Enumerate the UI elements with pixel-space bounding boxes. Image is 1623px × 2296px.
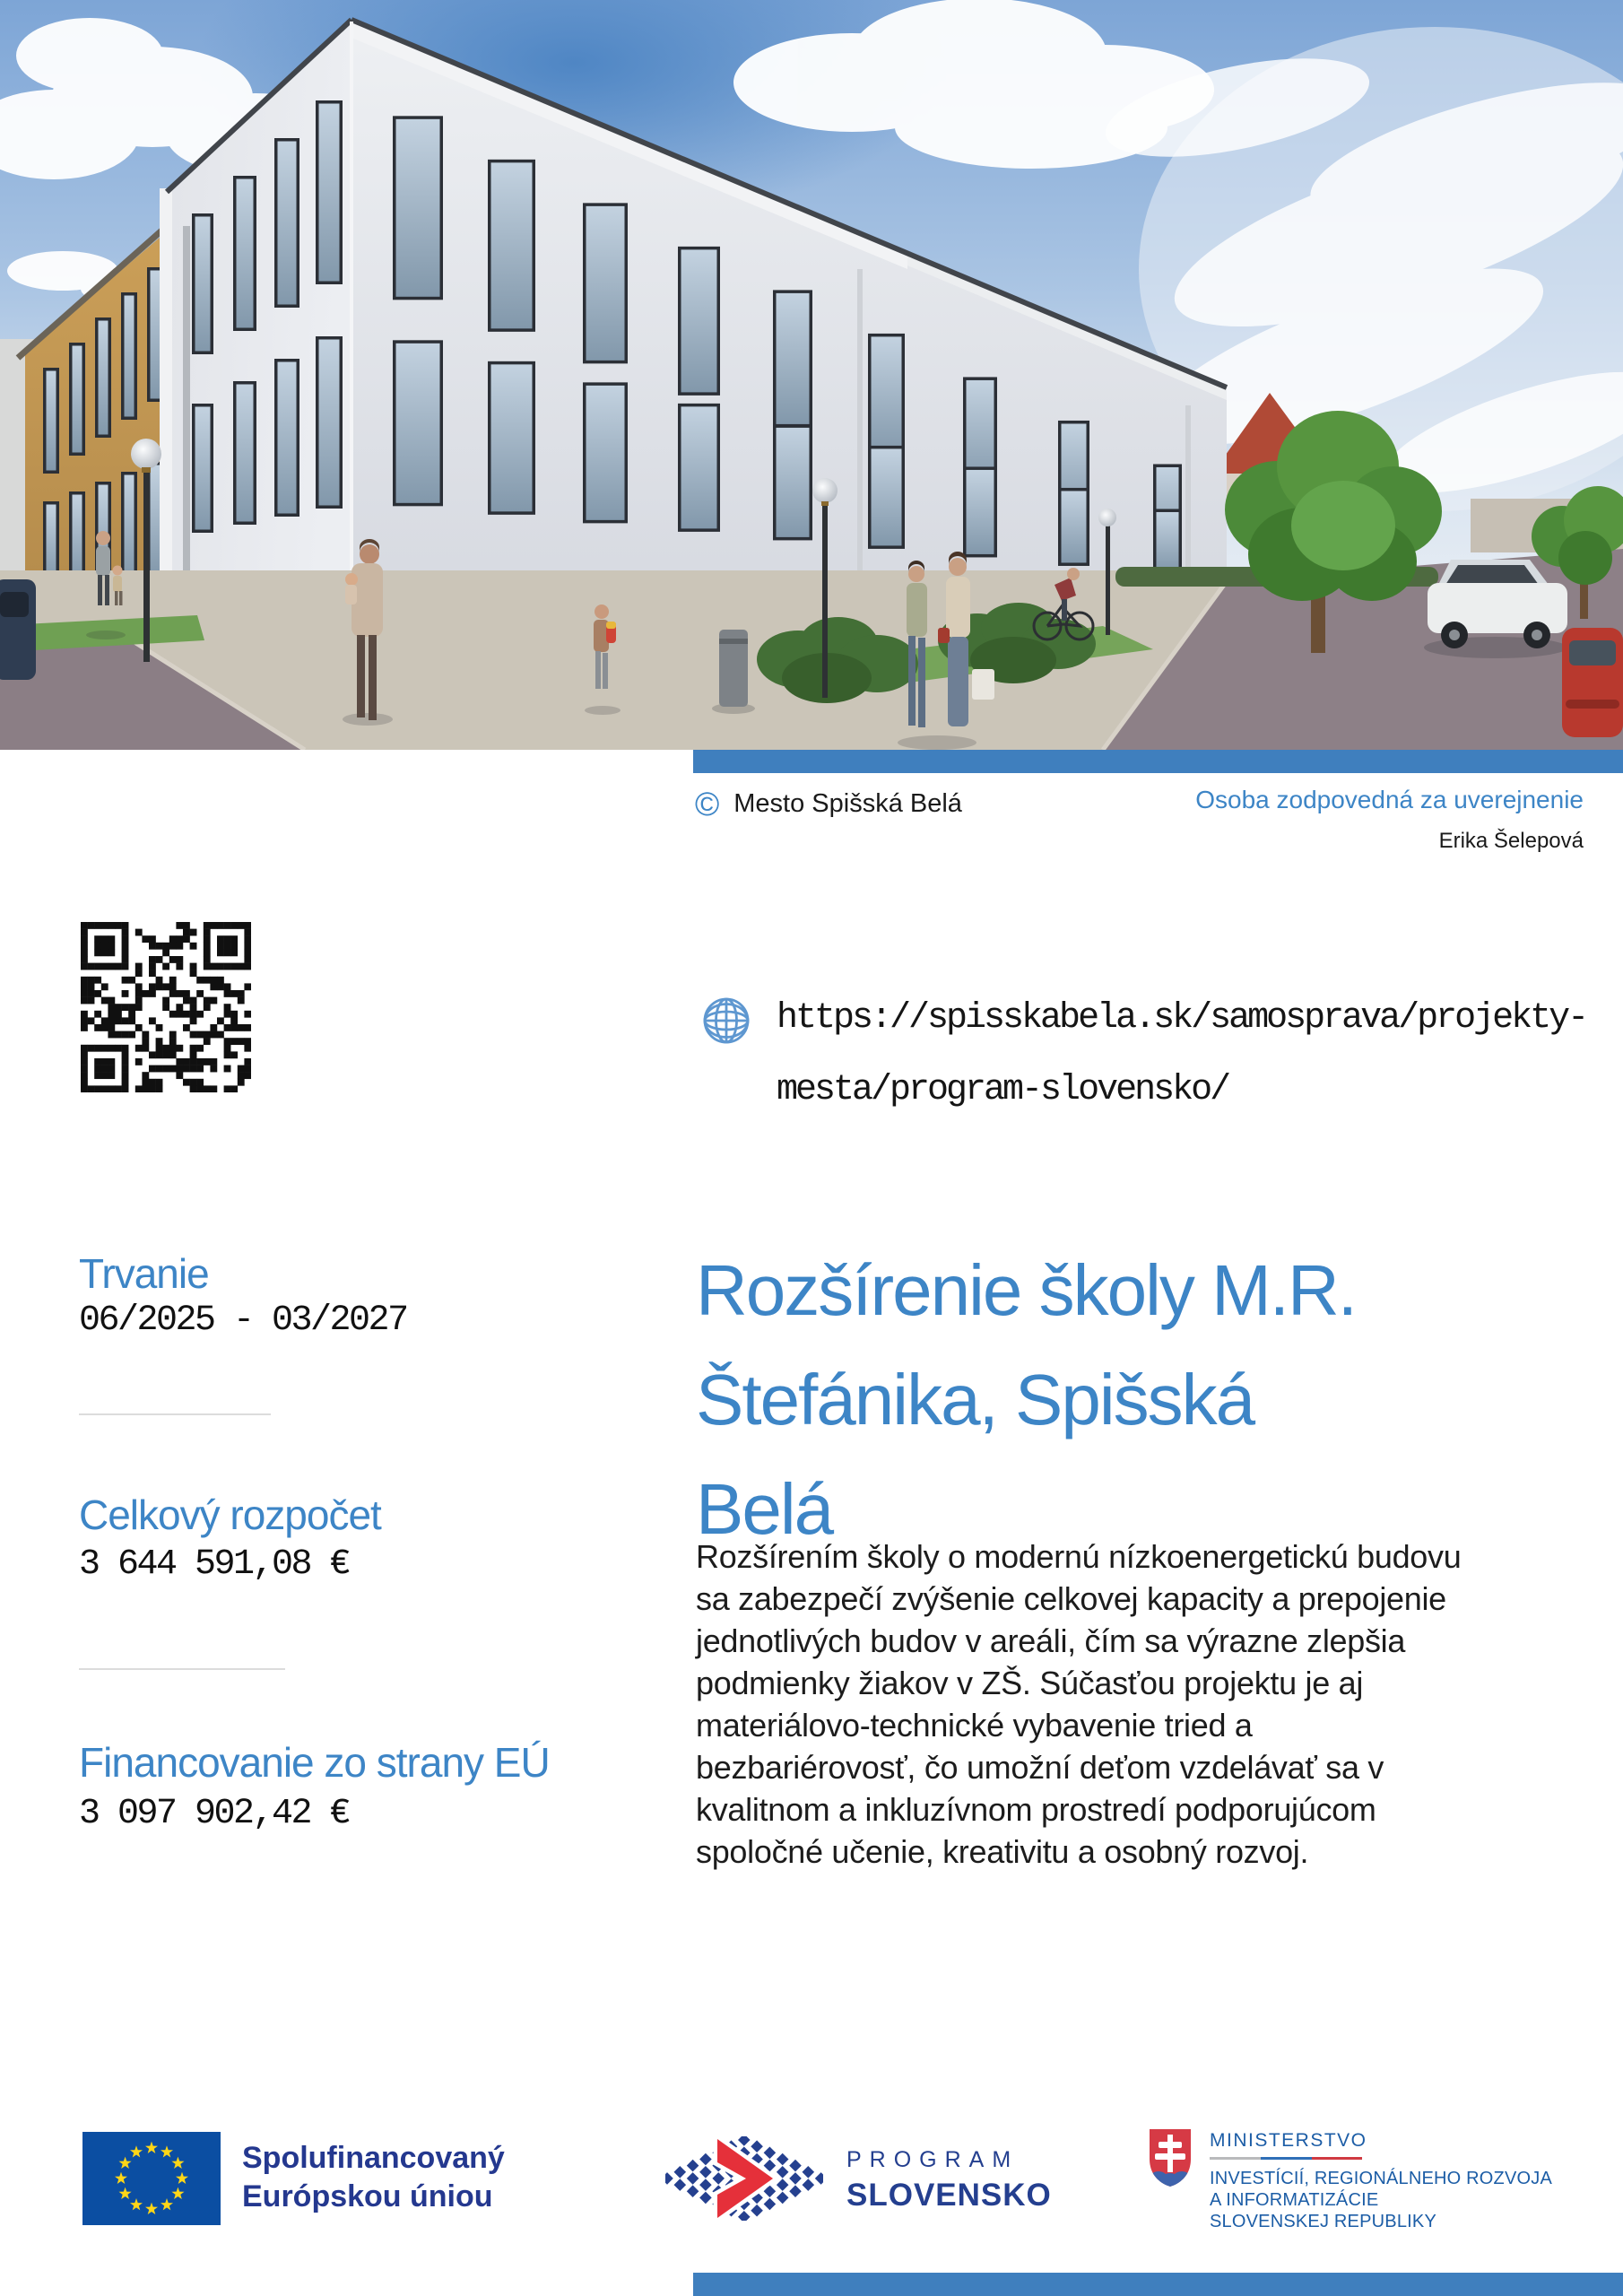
eu-funding-value: 3 097 902,42 € [79,1794,350,1834]
eu-cofunded-logo [82,2132,505,2225]
photo-credit-text: Mesto Spišská Belá [733,789,962,818]
duration-label: Trvanie [79,1250,209,1297]
responsible-person-name: Erika Šelepová [1438,829,1584,853]
eu-cofunded-text: Spolufinancovaný Európskou úniou [242,2141,505,2213]
copyright-icon: © [695,786,720,822]
ministry-text: MINISTERSTVO INVESTÍCIÍ, REGIONÁLNEHO ROZVOJA A INFORMATIZÁCIE SLOVENSKEJ REPUBLIKY [1210,2130,1553,2231]
slovak-coat-of-arms-icon [1146,2126,1194,2189]
responsible-person-label: Osoba zodpovedná za uverejnenie [1195,786,1584,813]
eu-flag-icon [82,2132,221,2225]
eu-funding-label: Financovanie zo strany EÚ [79,1739,550,1786]
project-title: Rozšírenie školy M.R. Štefánika, Spišská Belá [696,1250,1356,1549]
photo-accent-bar [693,750,1623,773]
globe-icon [701,996,751,1046]
qr-code [81,922,251,1092]
divider [79,1413,271,1415]
program-slovensko-text: PROGRAM SLOVENSKO [846,2147,1052,2213]
divider [79,1668,285,1670]
responsible-person-block [1195,786,1584,854]
program-slovensko-logo [665,2136,1052,2221]
ministry-logo [1146,2126,1552,2232]
total-budget-label: Celkový rozpočet [79,1492,381,1538]
photo-credit [695,787,962,821]
dark-car [0,579,36,680]
ministry-tricolor-rule [1210,2157,1362,2160]
duration-value: 06/2025 - 03/2027 [79,1300,407,1341]
project-description: Rozšírením školy o modernú nízkoenergetickú budovu sa zabezpečí zvýšenie celkovej kapacity a prepojenie jednotlivých budov v areáli, čím sa výrazne zlepšia podmienky žiakov v ZŠ. Súčasťou projektu je aj materiálovo-technické vybavenie tried a bezbariérovosť, čo umožní deťom vzdelávať sa v kvalitnom a inkluzívnom prostredí podporujúcom spoločné učenie, kreativitu a osobný rozvoj. [696,1538,1462,1870]
project-url-link[interactable]: https://spisskabela.sk/samosprava/projekty- mesta/program-slovensko/ [777,998,1587,1110]
total-budget-value: 3 644 591,08 € [79,1544,350,1585]
red-car [1562,628,1623,737]
program-slovensko-mark-icon [665,2136,823,2221]
project-link-row [701,983,1586,1126]
bottom-accent-bar [693,2273,1623,2296]
building-rendering-photo [0,0,1623,750]
